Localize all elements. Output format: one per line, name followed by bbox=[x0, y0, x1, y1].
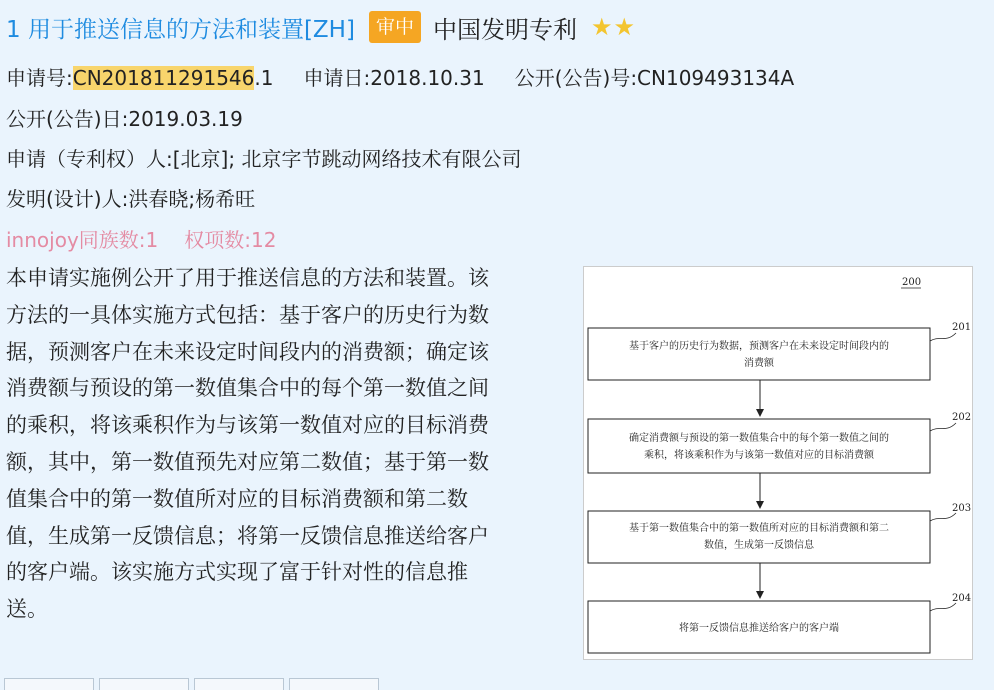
patent-type: 中国发明专利 bbox=[432, 15, 577, 44]
step-203-line: 基于第一数值集合中的第一数值所对应的目标消费额和第二 bbox=[629, 523, 889, 534]
app-no-highlight: CN201811291546 bbox=[72, 66, 255, 90]
record-title-row bbox=[6, 8, 636, 46]
step-203-line: 数值，生成第一反馈信息 bbox=[704, 540, 814, 551]
pub-no: 公开(公告)号:CN109493134A bbox=[514, 66, 795, 90]
step-box-202 bbox=[588, 419, 930, 473]
abstract-line: 方法的一具体实施方式包括：基于客户的历史行为数 bbox=[6, 302, 489, 327]
inventor: 发明(设计)人:洪春晓;杨希旺 bbox=[6, 187, 256, 211]
abstract-line: 的客户端。该实施方式实现了富于针对性的信息推 bbox=[6, 560, 468, 585]
patent-title-link[interactable]: 1 用于推送信息的方法和装置[ZH] bbox=[6, 16, 355, 43]
rating-stars-icon: ★★ bbox=[590, 13, 636, 41]
abstract-line: 额，其中，第一数值预先对应第二数值；基于第一数 bbox=[6, 449, 489, 474]
claims-count-link[interactable]: 权项数:12 bbox=[184, 228, 277, 252]
bottom-tab[interactable] bbox=[289, 678, 379, 690]
abstract-line: 本申请实施例公开了用于推送信息的方法和装置。该 bbox=[6, 266, 489, 290]
app-date: 申请日:2018.10.31 bbox=[303, 66, 485, 90]
abstract-line: 值集合中的第一数值所对应的目标消费额和第二数 bbox=[6, 486, 468, 511]
bottom-tab[interactable] bbox=[99, 678, 189, 690]
abstract-line: 送。 bbox=[6, 597, 48, 622]
step-202-line: 乘积，将该乘积作为与该第一数值对应的目标消费额 bbox=[644, 450, 874, 461]
step-204-line: 将第一反馈信息推送给客户的客户端 bbox=[679, 623, 839, 634]
bottom-tab-bar bbox=[0, 678, 994, 688]
application-info-row bbox=[6, 62, 794, 91]
app-no-label: 申请号: bbox=[6, 66, 73, 90]
abstract-line: 据，预测客户在未来设定时间段内的消费额；确定该 bbox=[6, 339, 489, 364]
step-201-line: 基于客户的历史行为数据，预测客户在未来设定时间段内的 bbox=[629, 341, 889, 352]
abstract bbox=[6, 260, 562, 628]
abstract-line: 值，生成第一反馈信息；将第一反馈信息推送给客户 bbox=[6, 523, 489, 548]
patent-drawing[interactable] bbox=[583, 266, 973, 660]
step-box-203 bbox=[588, 511, 930, 563]
step-201-line: 消费额 bbox=[744, 358, 774, 369]
step-202-line: 确定消费额与预设的第一数值集合中的每个第一数值之间的 bbox=[629, 433, 889, 444]
bottom-tab[interactable] bbox=[4, 678, 94, 690]
abstract-line: 消费额与预设的第一数值集合中的每个第一数值之间 bbox=[6, 376, 489, 401]
step-202-id: 202 bbox=[952, 412, 972, 423]
family-count-link[interactable]: innojoy同族数:1 bbox=[6, 228, 159, 252]
figure-number: 200 bbox=[902, 277, 922, 288]
step-204-id: 204 bbox=[952, 593, 972, 604]
step-box-201 bbox=[588, 328, 930, 380]
flowchart-svg bbox=[584, 267, 972, 659]
abstract-line: 的乘积，将该乘积作为与该第一数值对应的目标消费 bbox=[6, 413, 489, 438]
step-203-id: 203 bbox=[952, 503, 972, 514]
status-badge: 审中 bbox=[369, 11, 421, 43]
app-no-suffix: .1 bbox=[254, 66, 274, 90]
stats-row bbox=[6, 224, 276, 253]
pub-date: 公开(公告)日:2019.03.19 bbox=[6, 107, 243, 131]
step-201-id: 201 bbox=[952, 322, 972, 333]
applicant: 申请（专利权）人:[北京]; 北京字节跳动网络技术有限公司 bbox=[6, 147, 522, 171]
bottom-tab[interactable] bbox=[194, 678, 284, 690]
